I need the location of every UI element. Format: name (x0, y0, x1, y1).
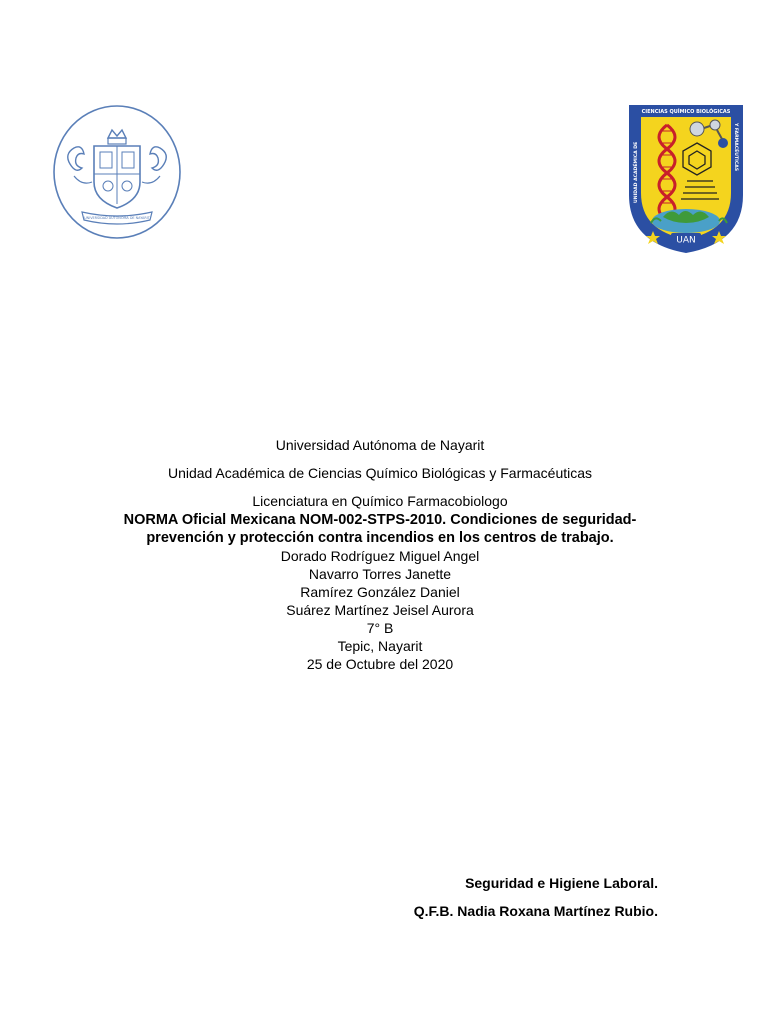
author-name: Navarro Torres Janette (308, 566, 452, 582)
place-label: Tepic, Nayarit (337, 638, 423, 654)
uan-motto-text: UNIVERSIDAD AUTONOMA DE NAYARIT (84, 216, 150, 220)
uacqb-shield-logo (627, 103, 745, 255)
document-title-line1: NORMA Oficial Mexicana NOM-002-STPS-2010. Condiciones de seguridad- (123, 512, 637, 528)
author-name: Ramírez González Daniel (300, 584, 460, 600)
uacqb-ring-text-right: Y FARMACÉUTICAS (733, 123, 738, 172)
program-name: Licenciatura en Químico Farmacobiologo (252, 493, 508, 509)
uan-crest-logo (52, 104, 182, 240)
university-name: Universidad Autónoma de Nayarit (275, 437, 485, 453)
subject-name: Seguridad e Higiene Laboral. (465, 875, 658, 891)
uan-badge-text: UAN (676, 235, 696, 246)
teacher-name: Q.F.B. Nadia Roxana Martínez Rubio. (413, 903, 658, 919)
uacqb-ring-text-left: UNIDAD ACADÉMICA DE (634, 141, 639, 203)
group-label: 7° B (366, 620, 394, 636)
author-name: Dorado Rodríguez Miguel Angel (280, 548, 480, 564)
academic-unit: Unidad Académica de Ciencias Químico Biológicas y Farmacéuticas (167, 465, 593, 481)
document-title-line2: prevención y protección contra incendios en los centros de trabajo. (146, 530, 614, 546)
author-name: Suárez Martínez Jeisel Aurora (286, 602, 474, 618)
author-info (60, 547, 700, 673)
document-title (60, 511, 700, 547)
date-label: 25 de Octubre del 2020 (306, 656, 454, 672)
uacqb-ring-text-top: CIENCIAS QUÍMICO BIOLÓGICAS (641, 109, 731, 115)
